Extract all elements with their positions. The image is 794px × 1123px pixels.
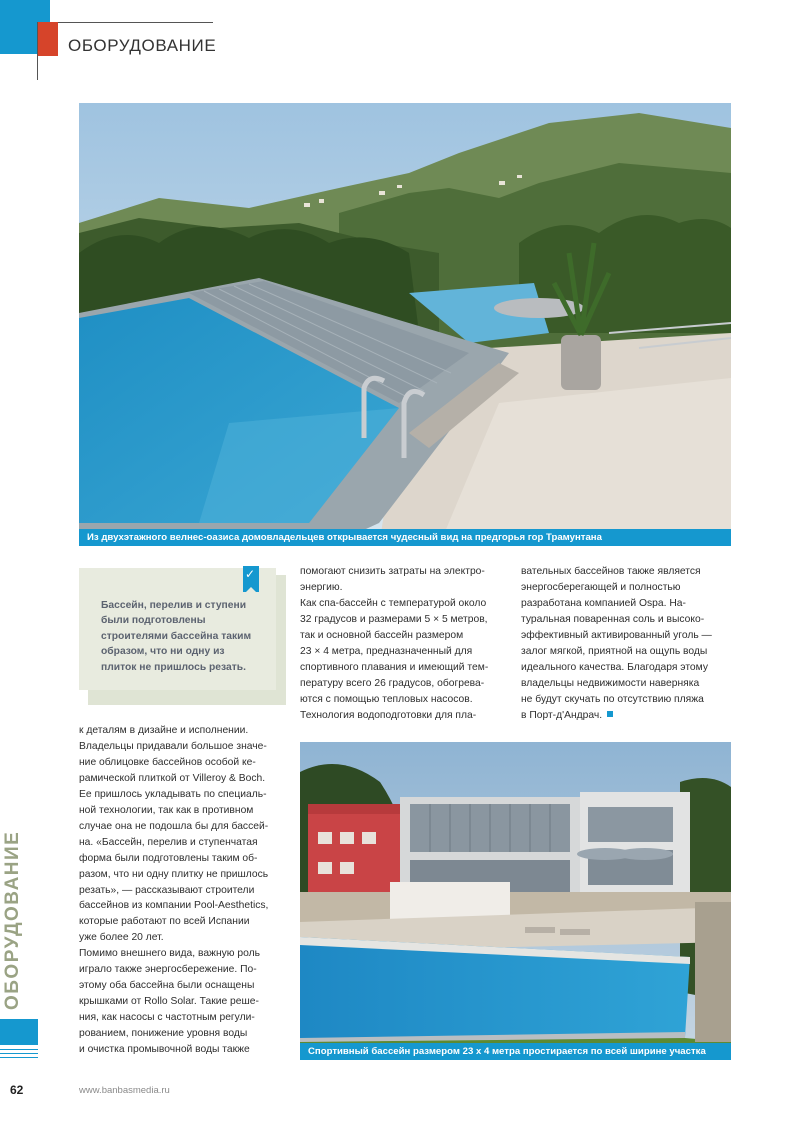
text-line: Владельцы придавали большое значе- — [79, 740, 267, 752]
sidebar-stripe — [0, 1049, 38, 1050]
sidebar-section-label: ОБОРУДОВАНИЕ — [2, 830, 23, 1010]
text-line: туральная поваренная соль и высоко- — [521, 613, 705, 625]
end-mark — [607, 711, 613, 717]
sidebar-blue-block — [0, 1019, 38, 1045]
text-line: ние облицовке бассейнов особой ке- — [79, 756, 256, 768]
sidebar-stripe — [0, 1057, 38, 1058]
text-line-content: в Порт-д'Андрач. — [521, 709, 603, 721]
text-line: ния, как насосы с частотным регули- — [79, 1012, 255, 1024]
text-line: играло также энергосбережение. По- — [79, 964, 257, 976]
text-line: Ее пришлось укладывать по специаль- — [79, 788, 267, 800]
photo-caption: Из двухэтажного велнес-оазиса домовладельцев открывается чудесный вид на предгорья гор Трамунтана — [79, 529, 731, 546]
text-line: владельцы недвижимости наверняка — [521, 677, 700, 689]
text-line: случае она не подошла бы для бассей- — [79, 820, 269, 832]
footer-url: www.banbasmedia.ru — [79, 1085, 170, 1096]
photo-villa-sport-pool — [300, 742, 731, 1060]
text-line-last — [521, 708, 731, 724]
text-line: Как спа-бассейн с температурой около — [300, 597, 487, 609]
section-title: ОБОРУДОВАНИЕ — [68, 36, 217, 55]
text-line: помогают снизить затраты на электро- — [300, 566, 485, 577]
text-line: вательных бассейнов также является — [521, 566, 701, 577]
text-line: резать», — рассказывают строители — [79, 884, 255, 896]
text-line: на. «Бассейн, перелив и ступенчатая — [79, 836, 258, 848]
text-line: и очистка промывочной воды также — [79, 1044, 250, 1056]
header-red-block — [38, 22, 58, 56]
text-line: разом, что ни одну плитку не пришлось — [79, 868, 269, 880]
text-line: не будут скучать по отсутствию пляжа — [521, 693, 704, 705]
text-line: 32 градусов и размерами 5 × 5 метров, — [300, 613, 488, 625]
text-line: этому оба бассейна были оснащены — [79, 980, 255, 992]
article-column-left — [79, 723, 289, 1058]
article-column-middle — [300, 564, 510, 724]
text-line: форма были подготовлены таким об- — [79, 852, 258, 864]
page-number: 62 — [10, 1083, 24, 1097]
text-line: рамической плиткой от Villeroy & Boch. — [79, 772, 266, 784]
text-line: рованием, понижение уровня воды — [79, 1028, 248, 1040]
text-line: так и основной бассейн размером — [300, 629, 464, 641]
text-line: бассейнов из компании Pool-Aesthetics, — [79, 900, 269, 912]
text-line: ной технологии, так как в противном — [79, 804, 254, 816]
text-line: энергосберегающей и полностью — [521, 581, 681, 593]
photo-caption: Спортивный бассейн размером 23 х 4 метра простирается по всей ширине участка — [300, 1043, 731, 1060]
text-line: идеального качества. Благодаря этому — [521, 661, 708, 673]
photo-villa-sport-pool-illustration — [300, 742, 731, 1060]
photo-pool-mountains — [79, 103, 731, 546]
text-line: эффективный активированный уголь — — [521, 629, 712, 641]
text-line: ются с помощью тепловых насосов. — [300, 693, 473, 705]
text-line: залог мягкой, приятной на ощупь воды — [521, 645, 708, 657]
header-vertical-rule — [37, 22, 38, 80]
text-line: крышками от Rollo Solar. Такие реше- — [79, 996, 259, 1008]
text-line: Технология водоподготовки для пла- — [300, 709, 477, 721]
text-line: Помимо внешнего вида, важную роль — [79, 948, 260, 960]
text-line: энергию. — [300, 581, 343, 593]
text-line: спортивного плавания и имеющий тем- — [300, 661, 489, 673]
text-line: 23 × 4 метра, предназначенный для — [300, 645, 473, 657]
check-icon: ✓ — [245, 567, 256, 581]
pull-quote-text: Бассейн, перелив и ступени были подготовлены строителями бассейна таким образом, что ни одну из плиток не пришлось резать. — [101, 600, 252, 673]
text-line: пературу всего 26 градусов, обогрева- — [300, 677, 485, 689]
text-line: разработана компанией Ospa. На- — [521, 597, 686, 609]
sidebar-stripe — [0, 1053, 38, 1054]
photo-pool-mountains-illustration — [79, 103, 731, 546]
text-line: к деталям в дизайне и исполнении. — [79, 725, 249, 736]
text-line: которые работают по всей Испании — [79, 916, 250, 928]
article-column-right — [521, 564, 731, 724]
header-horizontal-rule — [58, 22, 213, 23]
text-line: уже более 20 лет. — [79, 932, 164, 944]
